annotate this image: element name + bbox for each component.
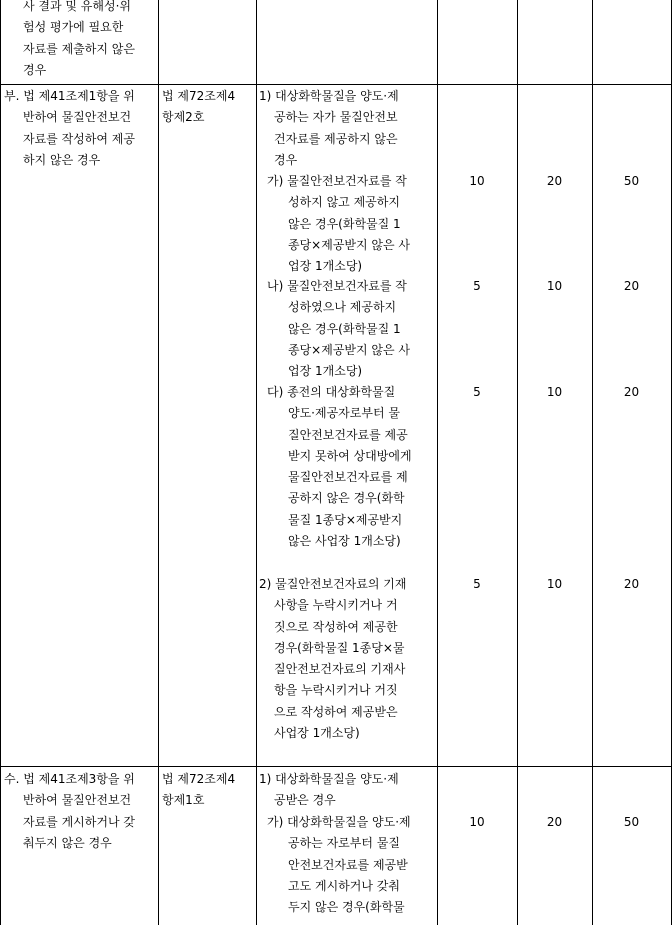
bu-2-fine-first: 5 — [473, 577, 481, 591]
bu-violation-text: 부. 법 제41조제1항을 위 반하여 물질안전보건 자료를 작성하여 제공 하지 않은 경우 — [4, 89, 135, 167]
prev-violation-text: 사 결과 및 유해성·위 험성 평가에 필요한 자료를 제출하지 않은 경우 — [23, 0, 135, 77]
bu-ga-fine-third: 50 — [623, 174, 640, 188]
bu-ga-fine-first: 10 — [469, 174, 485, 188]
bu-detail-na: 나) 물질안전보건자료를 작 성하였으나 제공하지 않은 경우(화학물질 1 종당×제공받지 않은 사 업장 1개소당) — [267, 279, 411, 379]
column-divider-fine2 — [592, 0, 593, 925]
column-divider-fine1 — [517, 0, 518, 925]
bu-na-fine-first: 5 — [473, 279, 481, 293]
su-ga-fine-first: 10 — [469, 815, 485, 829]
bu-2-fine-second: 10 — [546, 577, 563, 591]
table-border-left — [0, 0, 1, 925]
column-divider-law — [256, 0, 257, 925]
bu-detail-2: 2) 물질안전보건자료의 기재 사항을 누락시키거나 거 짓으로 작성하여 제공한 경우(화학물질 1종당×물 질안전보건자료의 기재사 항을 누락시키거나 거짓 으로 작성하여 제공받은 사업장 1개소당) — [259, 577, 407, 741]
column-divider-violation — [158, 0, 159, 925]
bu-na-fine-third: 20 — [623, 279, 640, 293]
row-divider-su — [0, 766, 672, 767]
bu-detail-1: 1) 대상화학물질을 양도·제 공하는 자가 물질안전보 건자료를 제공하지 않은 경우 — [259, 89, 399, 167]
bu-2-fine-third: 20 — [623, 577, 640, 591]
su-detail-ga: 가) 대상화학물질을 양도·제 공하는 자로부터 물질 안전보건자료를 제공받 고도 게시하거나 갖춰 두지 않은 경우(화학물 — [267, 815, 411, 915]
bu-na-fine-second: 10 — [546, 279, 563, 293]
bu-da-fine-second: 10 — [546, 385, 563, 399]
su-ga-fine-third: 50 — [623, 815, 640, 829]
bu-detail-da: 다) 종전의 대상화학물질 양도·제공자로부터 물 질안전보건자료를 제공 받지 못하여 상대방에게 물질안전보건자료를 제 공하지 않은 경우(화학 물질 1종당×제공받지 않은 사업장 1개소당) — [267, 385, 412, 549]
su-detail-1: 1) 대상화학물질을 양도·제 공받은 경우 — [259, 772, 399, 808]
su-law-text: 법 제72조제4 항제1호 — [162, 772, 236, 808]
bu-law-text: 법 제72조제4 항제2호 — [162, 89, 236, 125]
su-ga-fine-second: 20 — [546, 815, 563, 829]
bu-da-fine-first: 5 — [473, 385, 481, 399]
row-divider-bu — [0, 84, 672, 85]
bu-detail-ga: 가) 물질안전보건자료를 작 성하지 않고 제공하지 않은 경우(화학물질 1 종당×제공받지 않은 사 업장 1개소당) — [267, 174, 411, 274]
column-divider-detail — [437, 0, 438, 925]
bu-ga-fine-second: 20 — [546, 174, 563, 188]
bu-da-fine-third: 20 — [623, 385, 640, 399]
su-violation-text: 수. 법 제41조제3항을 위 반하여 물질안전보건 자료를 게시하거나 갖 춰두지 않은 경우 — [4, 772, 135, 850]
